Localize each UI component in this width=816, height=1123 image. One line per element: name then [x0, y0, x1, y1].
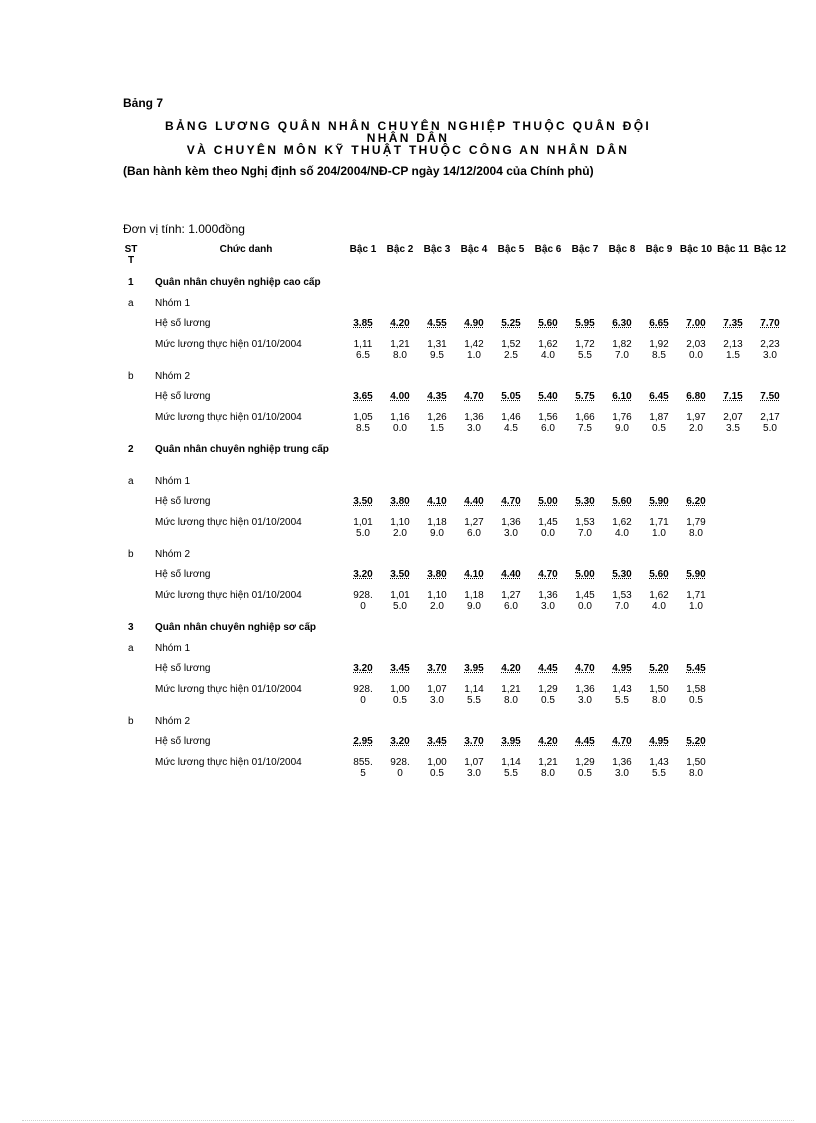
salary-value: 1,05 8.5 — [353, 412, 373, 434]
coef-label: Hệ số lương — [155, 318, 211, 329]
coef-value: 4.95 — [649, 736, 669, 747]
salary-value: 928. 0 — [353, 590, 373, 612]
coef-value: 4.45 — [575, 736, 595, 747]
salary-value: 1,10 2.0 — [427, 590, 447, 612]
header-grade: Bậc 9 — [645, 244, 673, 255]
unit-label: Đơn vị tính: 1.000đồng — [123, 222, 245, 236]
salary-value: 1,00 0.5 — [390, 684, 410, 706]
salary-value: 1,62 4.0 — [612, 517, 632, 539]
salary-value: 1,53 7.0 — [612, 590, 632, 612]
salary-value: 1,87 0.5 — [649, 412, 669, 434]
salary-value: 928. 0 — [353, 684, 373, 706]
salary-value: 928. 0 — [390, 757, 410, 779]
coef-label: Hệ số lương — [155, 736, 211, 747]
group-letter: b — [128, 371, 134, 382]
coef-value: 3.65 — [353, 391, 373, 402]
salary-label: Mức lương thực hiện 01/10/2004 — [155, 684, 302, 695]
header-grade: Bậc 5 — [497, 244, 525, 255]
coef-value: 5.40 — [538, 391, 558, 402]
coef-value: 5.45 — [686, 663, 706, 674]
salary-value: 1,52 2.5 — [501, 339, 521, 361]
salary-value: 1,72 5.5 — [575, 339, 595, 361]
salary-value: 1,27 6.0 — [464, 517, 484, 539]
coef-value: 4.70 — [464, 391, 484, 402]
coef-value: 5.75 — [575, 391, 595, 402]
salary-value: 1,62 4.0 — [538, 339, 558, 361]
header-grade: Bậc 1 — [349, 244, 377, 255]
title-line-2: NHÂN DÂN — [366, 131, 450, 145]
salary-value: 1,79 8.0 — [686, 517, 706, 539]
coef-value: 5.60 — [612, 496, 632, 507]
coef-value: 4.90 — [464, 318, 484, 329]
header-grade: Bậc 3 — [423, 244, 451, 255]
salary-value: 1,07 3.0 — [427, 684, 447, 706]
coef-label: Hệ số lương — [155, 569, 211, 580]
salary-value: 2,23 3.0 — [760, 339, 780, 361]
salary-value: 1,11 6.5 — [353, 339, 373, 361]
document-header — [123, 96, 693, 178]
coef-value: 5.05 — [501, 391, 521, 402]
group-title: Nhóm 1 — [155, 298, 191, 309]
coef-value: 3.45 — [427, 736, 447, 747]
salary-value: 2,13 1.5 — [723, 339, 743, 361]
section-number: 1 — [128, 277, 134, 288]
coef-value: 6.65 — [649, 318, 669, 329]
coef-value: 4.20 — [501, 663, 521, 674]
salary-value: 1,82 7.0 — [612, 339, 632, 361]
group-title: Nhóm 2 — [155, 716, 191, 727]
header-grade: Bậc 11 — [717, 244, 749, 255]
section-number: 3 — [128, 622, 134, 633]
coef-value: 5.60 — [538, 318, 558, 329]
coef-value: 2.95 — [353, 736, 373, 747]
salary-value: 1,01 5.0 — [390, 590, 410, 612]
group-title: Nhóm 2 — [155, 371, 191, 382]
coef-value: 3.85 — [353, 318, 373, 329]
coef-value: 3.70 — [464, 736, 484, 747]
coef-value: 4.10 — [464, 569, 484, 580]
salary-value: 1,66 7.5 — [575, 412, 595, 434]
coef-value: 3.70 — [427, 663, 447, 674]
salary-value: 1,29 0.5 — [575, 757, 595, 779]
coef-value: 4.40 — [501, 569, 521, 580]
section-title: Quân nhân chuyên nghiệp sơ cấp — [155, 622, 317, 633]
header-title: Chức danh — [219, 244, 273, 255]
coef-value: 6.45 — [649, 391, 669, 402]
salary-value: 1,14 5.5 — [464, 684, 484, 706]
salary-value: 1,29 0.5 — [538, 684, 558, 706]
salary-value: 1,62 4.0 — [649, 590, 669, 612]
header-grade: Bậc 6 — [534, 244, 562, 255]
page-bottom-border — [22, 1120, 794, 1121]
coef-value: 5.25 — [501, 318, 521, 329]
header-grade: Bậc 10 — [679, 244, 713, 255]
salary-value: 1,31 9.5 — [427, 339, 447, 361]
group-title: Nhóm 1 — [155, 476, 191, 487]
salary-value: 1,45 0.0 — [538, 517, 558, 539]
salary-label: Mức lương thực hiện 01/10/2004 — [155, 590, 302, 601]
title-line-3: VÀ CHUYÊN MÔN KỸ THUẬT THUỘC CÔNG AN NHÂN DÂN — [186, 143, 630, 157]
coef-value: 4.35 — [427, 391, 447, 402]
salary-value: 1,36 3.0 — [575, 684, 595, 706]
salary-value: 2,17 5.0 — [760, 412, 780, 434]
coef-value: 5.90 — [649, 496, 669, 507]
title-line-1: BẢNG LƯƠNG QUÂN NHÂN CHUYÊN NGHIỆP THUỘC QUÂN ĐỘI — [164, 119, 651, 133]
section-title: Quân nhân chuyên nghiệp trung cấp — [155, 444, 329, 455]
coef-value: 4.20 — [390, 318, 410, 329]
coef-value: 4.20 — [538, 736, 558, 747]
coef-value: 3.50 — [353, 496, 373, 507]
salary-value: 1,45 0.0 — [575, 590, 595, 612]
salary-value: 1,18 9.0 — [464, 590, 484, 612]
salary-label: Mức lương thực hiện 01/10/2004 — [155, 412, 302, 423]
salary-value: 1,42 1.0 — [464, 339, 484, 361]
salary-value: 1,36 3.0 — [612, 757, 632, 779]
coef-value: 3.80 — [427, 569, 447, 580]
salary-value: 1,21 8.0 — [390, 339, 410, 361]
salary-value: 1,71 1.0 — [686, 590, 706, 612]
coef-value: 4.00 — [390, 391, 410, 402]
salary-value: 1,58 0.5 — [686, 684, 706, 706]
salary-label: Mức lương thực hiện 01/10/2004 — [155, 517, 302, 528]
salary-value: 1,76 9.0 — [612, 412, 632, 434]
coef-value: 4.40 — [464, 496, 484, 507]
salary-value: 1,46 4.5 — [501, 412, 521, 434]
coef-value: 6.80 — [686, 391, 706, 402]
coef-value: 3.80 — [390, 496, 410, 507]
coef-value: 5.30 — [575, 496, 595, 507]
coef-value: 7.35 — [723, 318, 743, 329]
salary-value: 1,07 3.0 — [464, 757, 484, 779]
group-title: Nhóm 1 — [155, 643, 191, 654]
salary-value: 1,14 5.5 — [501, 757, 521, 779]
salary-value: 1,92 8.5 — [649, 339, 669, 361]
coef-value: 7.15 — [723, 391, 743, 402]
group-letter: b — [128, 549, 134, 560]
salary-value: 1,43 5.5 — [612, 684, 632, 706]
salary-value: 1,43 5.5 — [649, 757, 669, 779]
salary-value: 1,50 8.0 — [686, 757, 706, 779]
header-stt: ST T — [124, 244, 138, 266]
coef-value: 3.20 — [390, 736, 410, 747]
coef-value: 3.45 — [390, 663, 410, 674]
header-grade: Bậc 4 — [460, 244, 488, 255]
coef-value: 4.70 — [575, 663, 595, 674]
header-grade: Bậc 12 — [753, 244, 787, 255]
coef-value: 4.10 — [427, 496, 447, 507]
salary-value: 1,00 0.5 — [427, 757, 447, 779]
salary-value: 1,50 8.0 — [649, 684, 669, 706]
coef-value: 5.90 — [686, 569, 706, 580]
coef-value: 4.55 — [427, 318, 447, 329]
section-number: 2 — [128, 444, 134, 455]
salary-value: 1,71 1.0 — [649, 517, 669, 539]
table-label: Bảng 7 — [123, 96, 164, 110]
salary-label: Mức lương thực hiện 01/10/2004 — [155, 757, 302, 768]
salary-value: 855. 5 — [353, 757, 373, 779]
coef-value: 3.95 — [501, 736, 521, 747]
coef-value: 3.20 — [353, 569, 373, 580]
salary-value: 1,18 9.0 — [427, 517, 447, 539]
coef-value: 6.10 — [612, 391, 632, 402]
salary-value: 1,36 3.0 — [464, 412, 484, 434]
salary-value: 1,97 2.0 — [686, 412, 706, 434]
coef-value: 7.70 — [760, 318, 780, 329]
group-letter: a — [128, 298, 134, 309]
coef-value: 5.95 — [575, 318, 595, 329]
coef-value: 6.20 — [686, 496, 706, 507]
group-letter: b — [128, 716, 134, 727]
coef-value: 3.95 — [464, 663, 484, 674]
salary-value: 1,10 2.0 — [390, 517, 410, 539]
coef-label: Hệ số lương — [155, 496, 211, 507]
coef-label: Hệ số lương — [155, 391, 211, 402]
salary-value: 1,53 7.0 — [575, 517, 595, 539]
coef-value: 3.20 — [353, 663, 373, 674]
header-grade: Bậc 2 — [386, 244, 414, 255]
salary-value: 2,07 3.5 — [723, 412, 743, 434]
salary-value: 1,56 6.0 — [538, 412, 558, 434]
salary-value: 1,36 3.0 — [501, 517, 521, 539]
coef-value: 5.60 — [649, 569, 669, 580]
group-letter: a — [128, 643, 134, 654]
coef-value: 5.20 — [649, 663, 669, 674]
salary-value: 1,01 5.0 — [353, 517, 373, 539]
header-grade: Bậc 7 — [571, 244, 599, 255]
coef-value: 5.20 — [686, 736, 706, 747]
salary-value: 1,27 6.0 — [501, 590, 521, 612]
coef-value: 7.50 — [760, 391, 780, 402]
salary-value: 1,21 8.0 — [501, 684, 521, 706]
coef-value: 4.70 — [612, 736, 632, 747]
salary-value: 1,26 1.5 — [427, 412, 447, 434]
salary-value: 1,36 3.0 — [538, 590, 558, 612]
coef-value: 6.30 — [612, 318, 632, 329]
coef-value: 5.30 — [612, 569, 632, 580]
salary-label: Mức lương thực hiện 01/10/2004 — [155, 339, 302, 350]
subtitle: (Ban hành kèm theo Nghị định số 204/2004/NĐ-CP ngày 14/12/2004 của Chính phủ) — [123, 164, 594, 178]
coef-value: 3.50 — [390, 569, 410, 580]
coef-value: 7.00 — [686, 318, 706, 329]
salary-value: 1,16 0.0 — [390, 412, 410, 434]
group-letter: a — [128, 476, 134, 487]
salary-value: 1,21 8.0 — [538, 757, 558, 779]
coef-label: Hệ số lương — [155, 663, 211, 674]
coef-value: 4.45 — [538, 663, 558, 674]
group-title: Nhóm 2 — [155, 549, 191, 560]
section-title: Quân nhân chuyên nghiệp cao cấp — [155, 277, 321, 288]
coef-value: 4.95 — [612, 663, 632, 674]
coef-value: 4.70 — [501, 496, 521, 507]
coef-value: 4.70 — [538, 569, 558, 580]
coef-value: 5.00 — [538, 496, 558, 507]
header-grade: Bậc 8 — [608, 244, 636, 255]
coef-value: 5.00 — [575, 569, 595, 580]
salary-value: 2,03 0.0 — [686, 339, 706, 361]
